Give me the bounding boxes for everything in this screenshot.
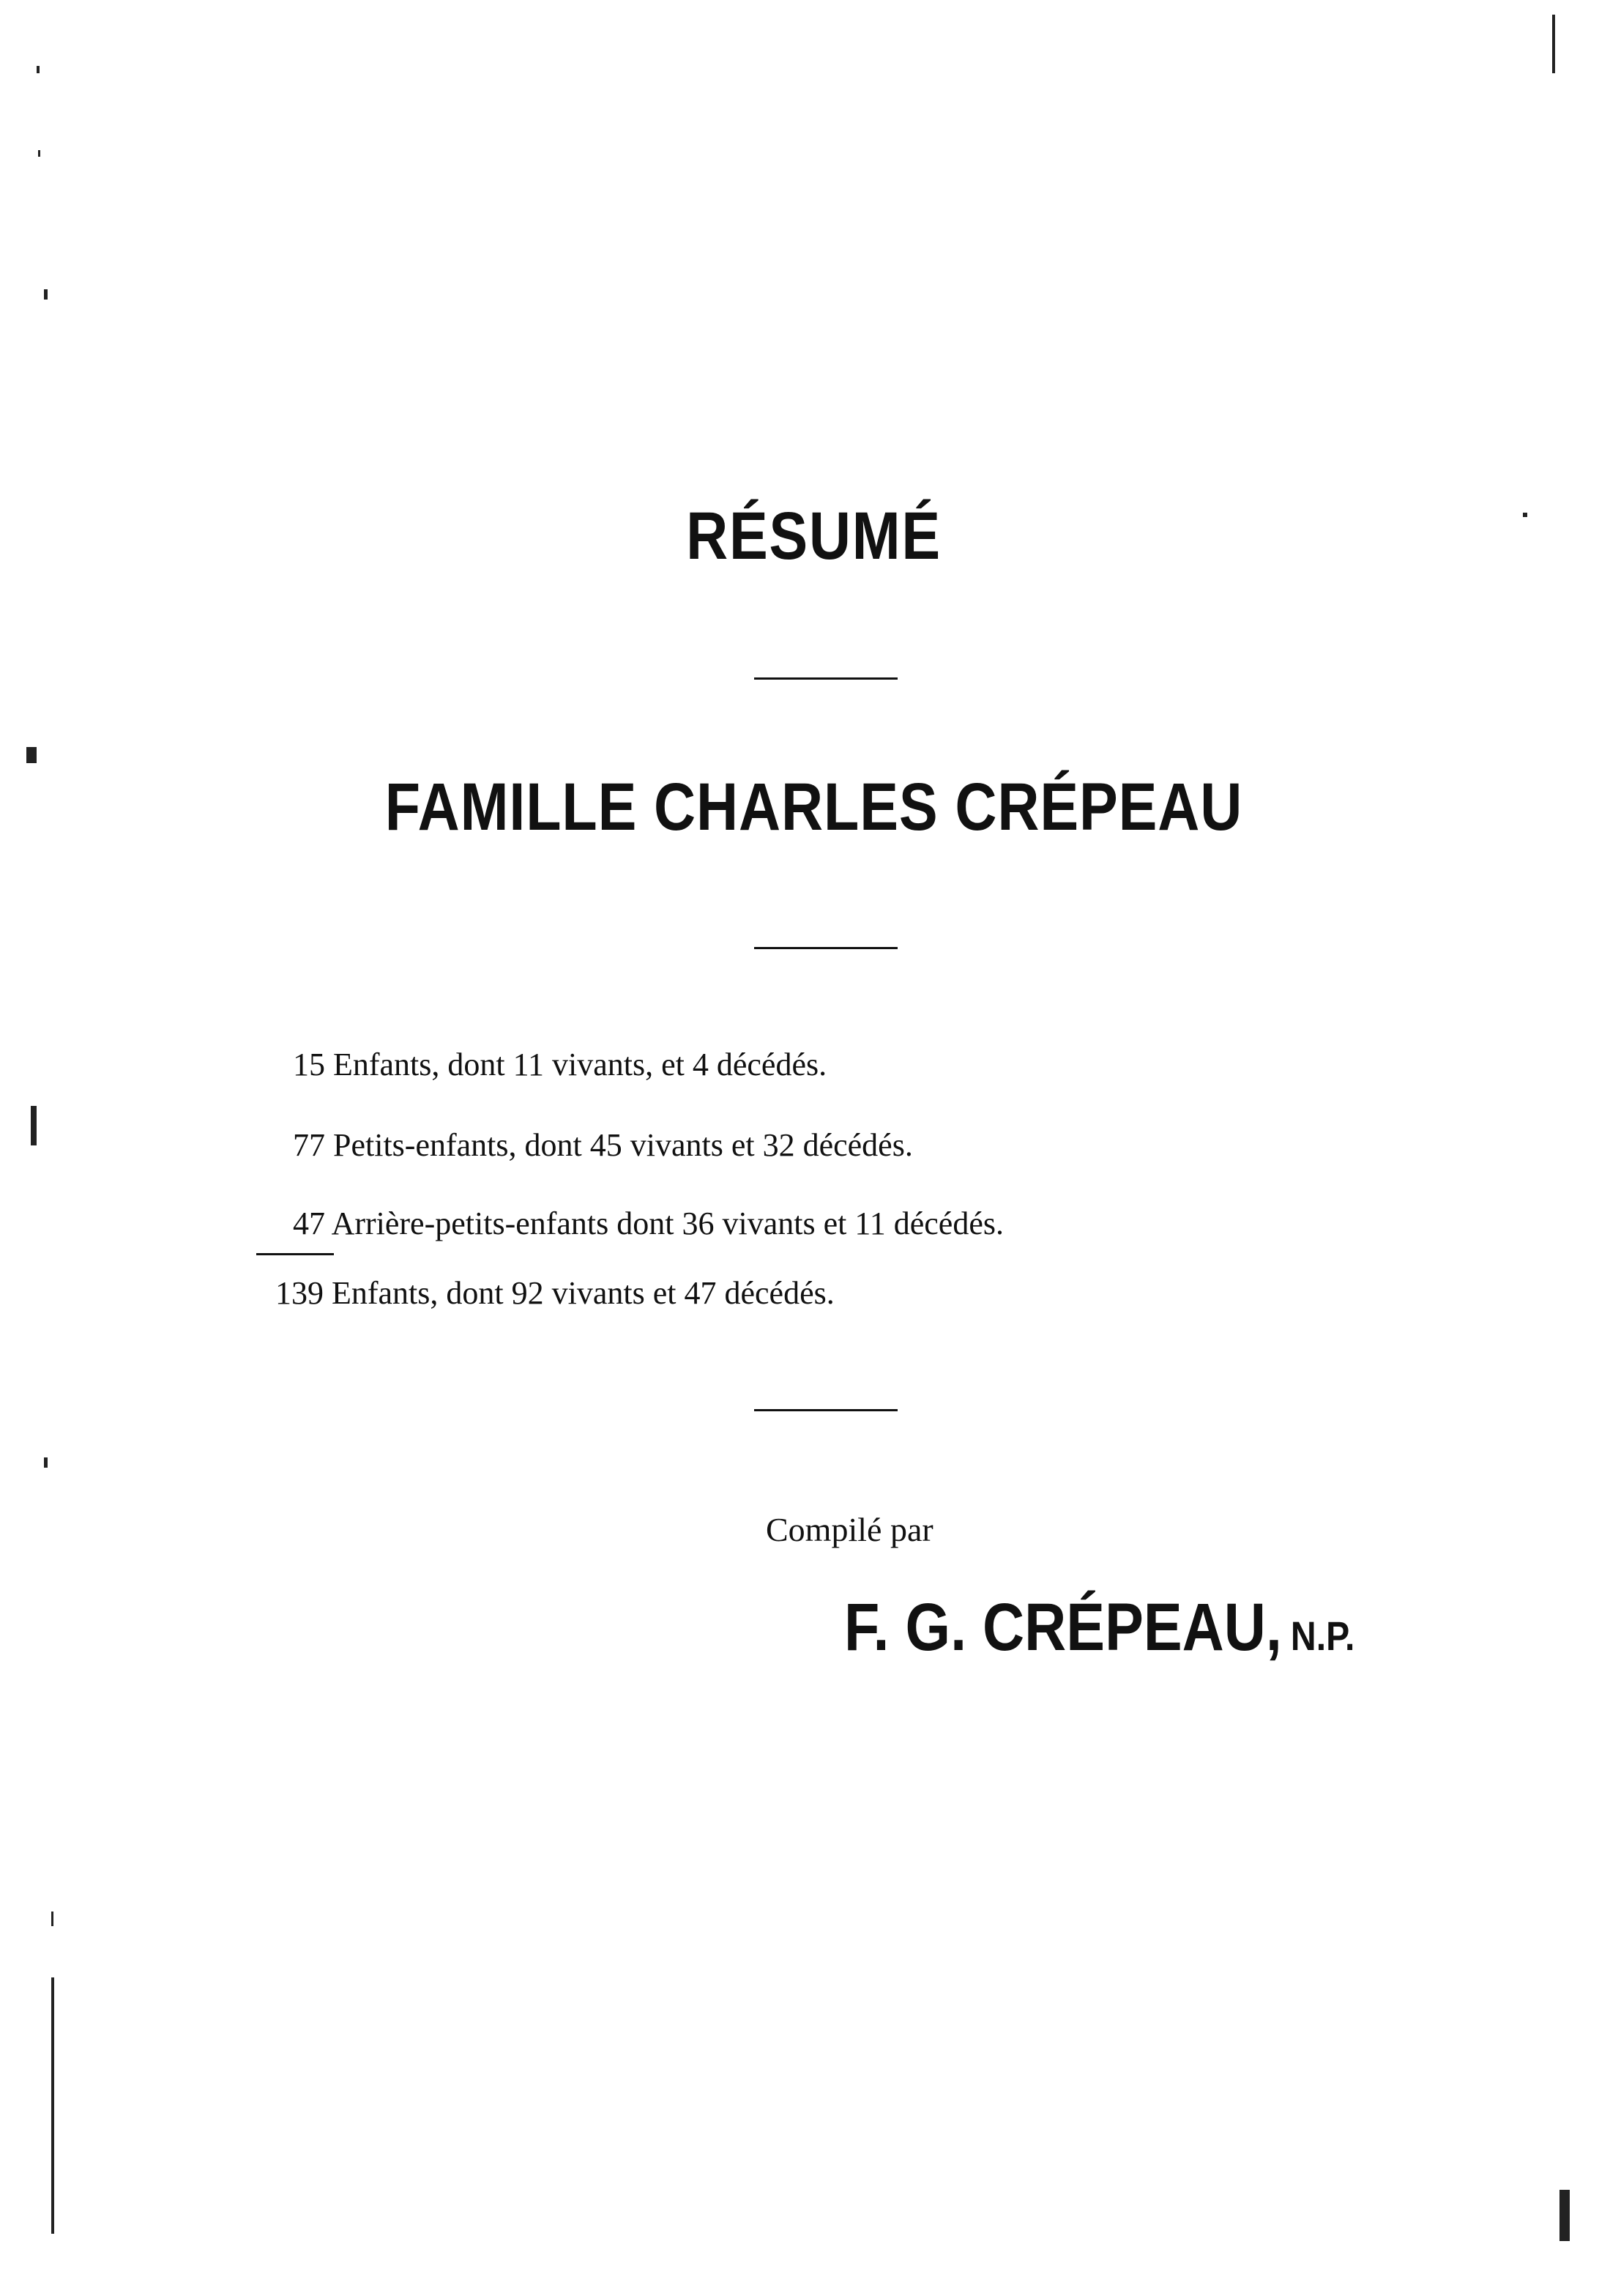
statistic-line-great-grandchildren: 47 Arrière-petits-enfants dont 36 vivants et 11 décédés. <box>293 1205 1004 1241</box>
statistic-line-children: 15 Enfants, dont 11 vivants, et 4 décédés. <box>293 1047 827 1082</box>
scan-mark <box>1552 15 1555 73</box>
family-heading: FAMILLE CHARLES CRÉPEAU <box>384 770 1243 844</box>
divider-rule <box>754 1409 898 1411</box>
scan-mark <box>31 1106 37 1145</box>
scan-mark <box>44 1457 48 1468</box>
author-name: F. G. CRÉPEAU, <box>844 1590 1282 1665</box>
compiled-by-label: Compilé par <box>766 1511 933 1548</box>
scan-mark <box>38 150 40 157</box>
scan-mark <box>26 747 37 763</box>
author-title-suffix: N.P. <box>1290 1613 1355 1659</box>
page-title: RÉSUMÉ <box>686 499 942 573</box>
scan-mark <box>51 1977 54 2234</box>
scan-mark <box>37 66 40 73</box>
divider-rule <box>754 947 898 949</box>
statistic-line-total: 139 Enfants, dont 92 vivants et 47 décédés. <box>275 1275 835 1311</box>
scan-mark <box>1523 513 1527 517</box>
scan-mark <box>51 1912 53 1926</box>
author-signature <box>844 1589 1354 1666</box>
scan-mark <box>1559 2190 1570 2241</box>
divider-rule <box>754 677 898 680</box>
statistic-line-grandchildren: 77 Petits-enfants, dont 45 vivants et 32 décédés. <box>293 1127 913 1163</box>
sum-rule <box>256 1253 334 1255</box>
scan-mark <box>44 289 48 300</box>
